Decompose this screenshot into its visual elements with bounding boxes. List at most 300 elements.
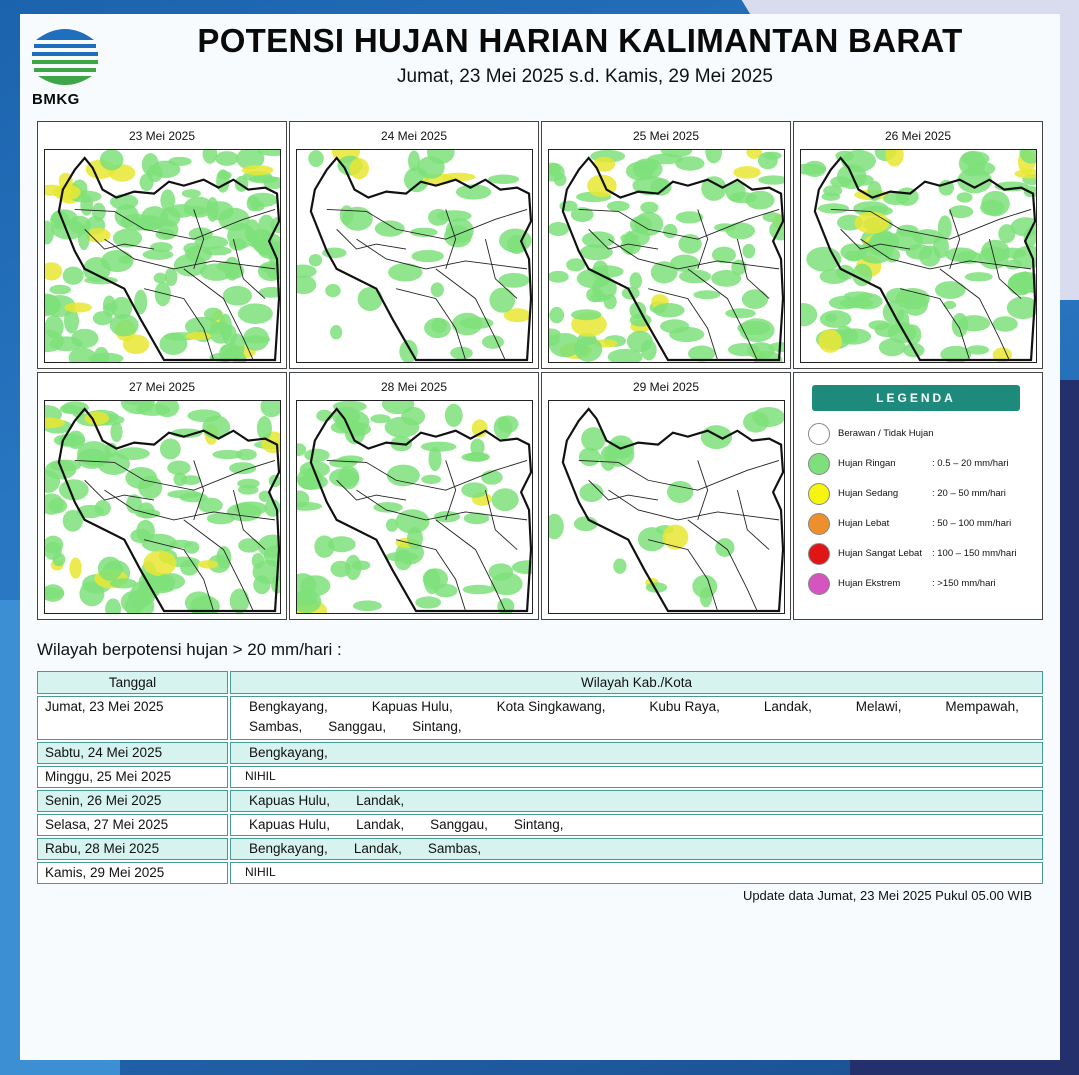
light-rain-area (203, 150, 218, 164)
region-name: Kota Singkawang, (496, 699, 606, 714)
light-rain-area (840, 243, 867, 260)
light-rain-area (679, 270, 711, 284)
light-rain-area (375, 221, 405, 237)
moderate-rain-area (186, 332, 212, 340)
map-panel-5 (37, 372, 287, 620)
light-rain-area (370, 414, 390, 423)
light-rain-area (660, 319, 689, 333)
moderate-rain-area (663, 525, 689, 550)
light-rain-area (182, 189, 201, 198)
region-name: Kapuas Hulu, (249, 793, 331, 808)
light-rain-area (742, 289, 768, 309)
district-boundary (698, 460, 708, 519)
region-line (245, 769, 302, 783)
light-rain-area (549, 307, 564, 323)
light-rain-area (155, 282, 171, 307)
light-rain-area (304, 449, 329, 462)
light-rain-area (431, 282, 444, 297)
light-rain-area (181, 475, 201, 485)
region-line (249, 745, 354, 760)
table-header-region: Wilayah Kab./Kota (230, 671, 1043, 694)
legend-name: Hujan Sangat Lebat (838, 548, 922, 559)
light-rain-area (328, 536, 356, 552)
light-rain-area (653, 303, 684, 317)
district-boundary (446, 460, 456, 519)
light-rain-area (885, 248, 900, 263)
light-rain-area (428, 447, 441, 471)
light-rain-area (168, 157, 191, 166)
table-row-regions (230, 742, 1043, 764)
light-rain-area (488, 563, 513, 580)
light-rain-area (410, 228, 438, 237)
moderate-rain-area (69, 557, 81, 578)
light-rain-area (463, 585, 495, 595)
region-name: Sambas, (427, 841, 482, 856)
date-text: Jumat, 23 Mei 2025 (45, 699, 164, 714)
light-rain-area (238, 538, 260, 552)
light-rain-area (906, 244, 933, 259)
light-rain-area (712, 247, 736, 264)
light-rain-area (434, 584, 457, 597)
legend-name: Hujan Ringan (838, 458, 896, 469)
rain-map (800, 149, 1037, 363)
light-rain-area (903, 293, 928, 316)
region-name: Kubu Raya, (649, 699, 720, 714)
light-rain-area (675, 156, 704, 170)
light-rain-area (481, 470, 502, 485)
map-panel-2 (289, 121, 539, 369)
light-rain-area (142, 153, 159, 176)
light-rain-area (156, 574, 175, 591)
light-rain-area (227, 223, 255, 249)
light-rain-area (904, 324, 921, 345)
light-rain-area (549, 514, 564, 540)
region-line (249, 699, 1019, 714)
light-rain-area (221, 344, 240, 358)
light-rain-area (431, 318, 446, 333)
light-rain-area (627, 331, 653, 352)
rain-map-svg (297, 401, 532, 613)
light-rain-area (138, 502, 155, 518)
date-text: Minggu, 25 Mei 2025 (45, 769, 172, 784)
legend-swatch (808, 513, 830, 535)
rain-map-svg (45, 150, 280, 362)
legend-name: Hujan Sedang (838, 488, 899, 499)
table-row-date (37, 742, 228, 764)
light-rain-area (726, 222, 755, 239)
light-rain-area (219, 314, 232, 338)
region-name: Landak, (356, 817, 405, 832)
legend-name: Hujan Lebat (838, 518, 890, 529)
light-rain-area (844, 291, 873, 300)
legend-item (808, 573, 1040, 595)
light-rain-area (461, 482, 487, 497)
moderate-rain-area (350, 158, 369, 179)
light-rain-area (224, 257, 240, 281)
legend-item (808, 423, 1040, 445)
light-rain-area (492, 488, 519, 511)
legend-name: Hujan Ekstrem (838, 578, 901, 589)
light-rain-area (223, 286, 252, 306)
legend-item (808, 453, 1040, 475)
region-name: Landak, (763, 699, 812, 714)
light-rain-area (663, 224, 677, 238)
light-rain-area (78, 225, 90, 250)
light-rain-area (373, 502, 402, 513)
rain-map-svg (45, 401, 280, 613)
light-rain-area (579, 448, 601, 467)
moderate-rain-area (854, 212, 889, 234)
light-rain-area (387, 465, 420, 487)
region-name: NIHIL (245, 865, 276, 879)
legend-range: : 20 – 50 mm/hari (932, 488, 1006, 499)
light-rain-area (218, 171, 232, 180)
light-rain-area (935, 281, 966, 299)
bmkg-logo-text: BMKG (32, 91, 80, 108)
light-rain-area (415, 596, 441, 608)
light-rain-area (758, 152, 778, 169)
legend-swatch (808, 573, 830, 595)
light-rain-area (823, 185, 842, 196)
light-rain-area (92, 203, 106, 221)
legend-name: Berawan / Tidak Hujan (838, 428, 934, 439)
page-subtitle: Jumat, 23 Mei 2025 s.d. Kamis, 29 Mei 2025 (397, 66, 773, 87)
map-date-label: 27 Mei 2025 (128, 380, 196, 394)
map-date-label: 25 Mei 2025 (632, 129, 700, 143)
table-row-regions (230, 766, 1043, 788)
light-rain-area (450, 347, 473, 360)
light-rain-area (386, 518, 398, 531)
light-rain-area (626, 161, 654, 180)
map-panel-4 (793, 121, 1043, 369)
rain-map (296, 149, 533, 363)
light-rain-area (494, 416, 513, 439)
moderate-rain-area (65, 302, 92, 312)
map-date-label: 26 Mei 2025 (884, 129, 952, 143)
legend-item (808, 483, 1040, 505)
light-rain-area (445, 404, 463, 427)
light-rain-area (640, 202, 658, 214)
light-rain-area (489, 288, 515, 313)
moderate-rain-area (198, 560, 218, 569)
light-rain-area (167, 461, 190, 476)
rainfall-areas (801, 150, 1036, 362)
region-name: Kapuas Hulu, (249, 817, 331, 832)
table-row-regions (230, 790, 1043, 812)
light-rain-area (258, 215, 274, 236)
region-name: Bengkayang, (249, 841, 328, 856)
rain-map-svg (801, 150, 1036, 362)
light-rain-area (957, 192, 973, 202)
legend-swatch (808, 453, 830, 475)
light-rain-area (251, 201, 265, 211)
light-rain-area (215, 151, 238, 166)
light-rain-area (160, 438, 181, 459)
light-rain-area (667, 481, 693, 503)
region-name: Sintang, (513, 817, 564, 832)
table-header-date: Tanggal (37, 671, 228, 694)
district-boundary (608, 490, 779, 520)
rain-map (548, 149, 785, 363)
light-rain-area (488, 174, 519, 184)
light-rain-area (97, 453, 130, 475)
light-rain-area (230, 589, 249, 613)
light-rain-area (257, 416, 272, 440)
light-rain-area (421, 475, 441, 484)
light-rain-area (136, 404, 171, 416)
region-name: Mempawah, (945, 699, 1019, 714)
moderate-rain-area (733, 166, 761, 178)
light-rain-area (71, 329, 98, 348)
light-rain-area (95, 500, 111, 516)
moderate-rain-area (1014, 169, 1036, 178)
light-rain-area (388, 263, 423, 281)
region-name: NIHIL (245, 769, 276, 783)
rainfall-areas (45, 401, 280, 613)
region-name: Bengkayang, (249, 699, 328, 714)
light-rain-area (952, 313, 968, 337)
rainfall-areas (297, 150, 532, 362)
light-rain-area (168, 204, 195, 218)
rain-map (44, 149, 281, 363)
light-rain-area (600, 446, 617, 471)
update-note: Update data Jumat, 23 Mei 2025 Pukul 05.00 WIB (742, 888, 1032, 903)
light-rain-area (630, 272, 642, 289)
light-rain-area (260, 401, 280, 417)
light-rain-area (943, 301, 956, 309)
light-rain-area (825, 313, 837, 322)
legend-swatch (808, 543, 830, 565)
rainfall-areas (297, 401, 532, 613)
map-date-label: 23 Mei 2025 (128, 129, 196, 143)
light-rain-area (207, 201, 234, 220)
light-rain-area (965, 272, 993, 281)
light-rain-area (725, 308, 756, 318)
table-row-date (37, 790, 228, 812)
light-rain-area (705, 150, 722, 163)
light-rain-area (330, 561, 351, 577)
light-rain-area (150, 242, 173, 252)
light-rain-area (184, 541, 199, 554)
light-rain-area (93, 347, 109, 362)
region-name: Melawi, (855, 699, 902, 714)
light-rain-area (945, 247, 976, 261)
light-rain-area (747, 342, 775, 359)
light-rain-area (353, 600, 382, 611)
rain-map-svg (549, 150, 784, 362)
legend-swatch (808, 423, 830, 445)
light-rain-area (579, 483, 603, 502)
region-name: Sintang, (412, 719, 462, 734)
light-rain-area (967, 161, 995, 175)
light-rain-area (803, 161, 826, 177)
light-rain-area (574, 516, 598, 531)
legend-title: LEGENDA (812, 385, 1020, 411)
light-rain-area (417, 156, 445, 179)
light-rain-area (100, 150, 124, 170)
map-panel-1 (37, 121, 287, 369)
light-rain-area (613, 558, 626, 573)
light-rain-area (154, 273, 167, 284)
legend-panel (793, 372, 1043, 620)
region-name: Landak, (356, 793, 405, 808)
table-row-regions (230, 696, 1043, 740)
light-rain-area (212, 450, 243, 459)
light-rain-area (746, 191, 775, 210)
rain-map-svg (549, 401, 784, 613)
light-rain-area (638, 527, 666, 551)
light-rain-area (325, 284, 340, 297)
light-rain-area (93, 311, 113, 325)
region-line (249, 719, 488, 734)
moderate-rain-area (818, 330, 842, 353)
light-rain-area (470, 438, 484, 456)
light-rain-area (651, 261, 678, 283)
light-rain-area (198, 498, 223, 513)
light-rain-area (229, 462, 256, 474)
light-rain-area (576, 340, 588, 356)
light-rain-area (297, 502, 322, 511)
page-title: POTENSI HUJAN HARIAN KALIMANTAN BARAT (197, 22, 963, 59)
light-rain-area (1007, 297, 1036, 320)
table-row-regions (230, 862, 1043, 884)
table-row-regions (230, 814, 1043, 836)
table-row-date (37, 814, 228, 836)
district-boundary (737, 490, 769, 549)
light-rain-area (993, 316, 1018, 331)
light-rain-area (571, 309, 602, 320)
light-rain-area (63, 267, 84, 285)
light-rain-area (308, 150, 323, 167)
rainfall-areas (45, 150, 280, 362)
light-rain-area (49, 285, 71, 295)
table-row-regions (230, 838, 1043, 860)
light-rain-area (412, 250, 444, 262)
light-rain-area (50, 460, 82, 472)
light-rain-area (105, 598, 121, 613)
table-row-date (37, 766, 228, 788)
light-rain-area (801, 303, 817, 326)
light-rain-area (999, 248, 1026, 259)
date-text: Selasa, 27 Mei 2025 (45, 817, 169, 832)
light-rain-area (385, 552, 418, 562)
date-text: Kamis, 29 Mei 2025 (45, 865, 165, 880)
light-rain-area (841, 150, 876, 172)
legend-range: : 50 – 100 mm/hari (932, 518, 1012, 529)
light-rain-area (330, 325, 342, 339)
region-name: Sanggau, (430, 817, 488, 832)
light-rain-area (329, 458, 357, 468)
region-name: Landak, (353, 841, 402, 856)
region-name: Sanggau, (328, 719, 387, 734)
light-rain-area (98, 557, 122, 581)
light-rain-area (203, 246, 232, 255)
date-text: Sabtu, 24 Mei 2025 (45, 745, 163, 760)
light-rain-area (45, 584, 64, 602)
light-rain-area (237, 479, 260, 489)
region-line (249, 841, 507, 856)
rainfall-areas (549, 150, 784, 362)
rain-map (296, 400, 533, 614)
map-panel-7 (541, 372, 791, 620)
light-rain-area (125, 467, 157, 489)
region-name: Sambas, (249, 719, 303, 734)
light-rain-area (482, 335, 504, 349)
region-name: Bengkayang, (249, 745, 328, 760)
region-line (249, 793, 430, 808)
light-rain-area (607, 201, 630, 212)
legend-swatch (808, 483, 830, 505)
table-row-date (37, 838, 228, 860)
light-rain-area (700, 587, 712, 607)
moderate-rain-area (242, 165, 274, 175)
light-rain-area (980, 200, 1004, 216)
light-rain-area (101, 250, 134, 272)
region-line (245, 865, 302, 879)
light-rain-area (966, 345, 989, 354)
light-rain-area (309, 254, 322, 266)
light-rain-area (566, 258, 585, 271)
legend-range: : 0.5 – 20 mm/hari (932, 458, 1009, 469)
legend-range: : >150 mm/hari (932, 578, 996, 589)
moderate-rain-area (53, 184, 81, 200)
rain-map (548, 400, 785, 614)
map-date-label: 28 Mei 2025 (380, 380, 448, 394)
light-rain-area (204, 308, 223, 321)
date-text: Rabu, 28 Mei 2025 (45, 841, 160, 856)
moderate-rain-area (143, 550, 176, 576)
light-rain-area (586, 287, 603, 302)
light-rain-area (743, 411, 769, 432)
light-rain-area (238, 303, 273, 324)
light-rain-area (243, 327, 269, 351)
rain-map-svg (297, 150, 532, 362)
light-rain-area (818, 203, 849, 213)
legend-range: : 100 – 150 mm/hari (932, 548, 1017, 559)
legend-item (808, 513, 1040, 535)
light-rain-area (111, 297, 132, 319)
moderate-rain-area (885, 150, 903, 167)
light-rain-area (165, 267, 178, 286)
rain-map (44, 400, 281, 614)
table-caption: Wilayah berpotensi hujan > 20 mm/hari : (37, 640, 342, 659)
moderate-rain-area (45, 262, 62, 280)
light-rain-area (54, 434, 86, 447)
date-text: Senin, 26 Mei 2025 (45, 793, 162, 808)
legend-item (808, 543, 1040, 565)
region-line (249, 817, 589, 832)
map-panel-6 (289, 372, 539, 620)
light-rain-area (678, 234, 701, 254)
light-rain-area (329, 468, 359, 487)
light-rain-area (758, 175, 784, 184)
map-date-label: 24 Mei 2025 (380, 129, 448, 143)
light-rain-area (711, 270, 741, 287)
table-row-date (37, 862, 228, 884)
table-row-date (37, 696, 228, 740)
map-panel-3 (541, 121, 791, 369)
light-rain-area (549, 222, 569, 236)
light-rain-area (121, 214, 152, 231)
region-name: Kapuas Hulu, (371, 699, 453, 714)
light-rain-area (297, 275, 316, 294)
light-rain-area (742, 244, 755, 258)
light-rain-area (693, 290, 720, 299)
light-rain-area (549, 271, 569, 283)
light-rain-area (846, 329, 859, 342)
map-date-label: 29 Mei 2025 (632, 380, 700, 394)
light-rain-area (358, 287, 383, 311)
